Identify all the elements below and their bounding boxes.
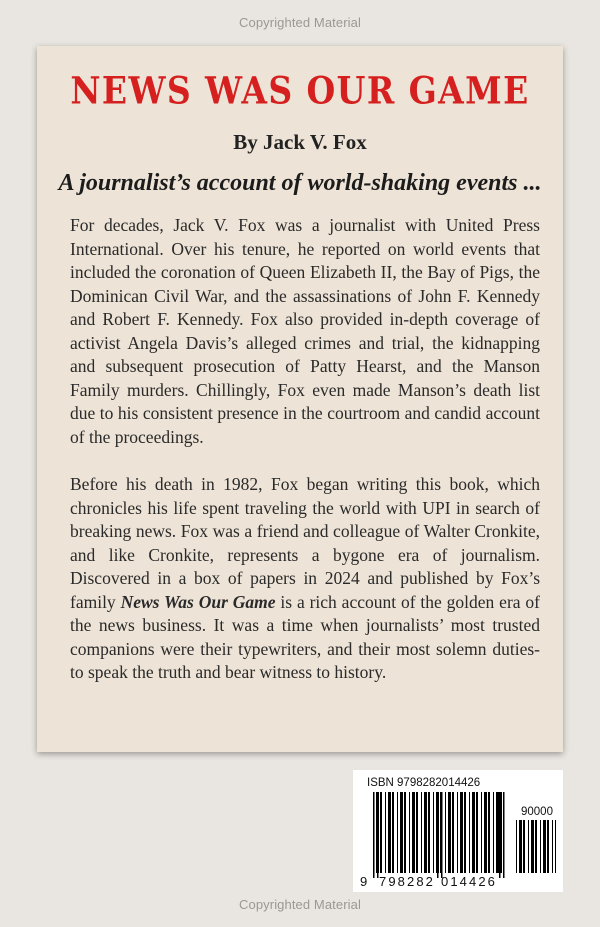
- barcode-bar: [543, 820, 546, 873]
- blurb-paragraph-1: For decades, Jack V. Fox was a journalist with United Press International. Over his tenure, he reported on world events that included the coronation of Queen Elizabeth II, the Bay of Pigs, the Dominican Civil War, and the assassinations of John F. Kennedy and Robert F. Kennedy. Fox also provided in-depth coverage of activist Angela Davis’s alleged crimes and trial, the kidnapping and subsequent prosecution of Patty Hearst, and the Manson Family murders. Chillingly, Fox even made Manson’s death list due to his consistent presence in the courtroom and candid account of the proceedings.: [70, 215, 540, 447]
- barcode-guard-bar: [441, 792, 443, 878]
- barcode-guard-bar: [437, 792, 439, 878]
- barcode-guard-bar: [377, 792, 379, 878]
- barcode-bar: [433, 792, 434, 873]
- barcode-bar: [464, 792, 466, 873]
- barcode-bar: [476, 792, 478, 873]
- blurb-paragraph-2-end: is a rich account of the golden era of the news business. It was a time when journalists’ most trusted companions were their typewriters, and their most solemn duties-to speak the truth and bear witness to history.: [70, 591, 540, 682]
- ean-first-digit: 9: [360, 874, 368, 889]
- barcode-guard-bar: [499, 792, 501, 878]
- author-byline: By Jack V. Fox: [233, 130, 367, 154]
- barcode-guard-bar: [373, 792, 375, 878]
- copyright-watermark-top: Copyrighted Material: [239, 15, 361, 30]
- barcode-bar: [412, 792, 415, 873]
- barcode-bar: [400, 792, 403, 873]
- barcode-bar: [388, 792, 391, 873]
- barcode-bar: [552, 820, 553, 873]
- barcode-bar: [404, 792, 406, 873]
- back-cover: [37, 46, 563, 752]
- barcode-bar: [409, 792, 410, 873]
- barcode-bar: [523, 820, 525, 873]
- isbn-label: ISBN 9798282014426: [367, 777, 481, 789]
- barcode-bar: [448, 792, 451, 873]
- blurb: [70, 214, 540, 685]
- barcode-bar: [531, 820, 534, 873]
- barcode-bar: [484, 792, 487, 873]
- barcode-bar: [516, 820, 517, 873]
- tagline: A journalist’s account of world-shaking events ...: [58, 170, 542, 196]
- barcode-bar: [452, 792, 454, 873]
- ean-right-digits: 014426: [441, 874, 497, 889]
- ean-left-digits: 798282: [379, 874, 435, 889]
- barcode-bar: [460, 792, 463, 873]
- barcode-bar: [528, 820, 529, 873]
- barcode-bar: [472, 792, 475, 873]
- blurb-paragraph-2: [70, 473, 540, 685]
- isbn-barcode-box: [353, 770, 563, 892]
- barcode-bar: [496, 792, 499, 873]
- barcode-bar: [445, 792, 446, 873]
- barcode-bar: [428, 792, 430, 873]
- copyright-watermark-bottom: Copyrighted Material: [239, 897, 361, 912]
- barcode-bar: [547, 820, 549, 873]
- barcode-bar: [519, 820, 522, 873]
- barcode-bar: [392, 792, 394, 873]
- barcode-guard-bar: [503, 792, 505, 878]
- barcode-bar: [385, 792, 386, 873]
- barcode-bar: [488, 792, 490, 873]
- barcode-bar: [380, 792, 382, 873]
- barcode-bar: [469, 792, 470, 873]
- barcode-bar: [540, 820, 541, 873]
- price-code: 90000: [521, 806, 553, 818]
- blurb-paragraph-2-start: Before his death in 1982, Fox began writing this book, which chronicles his life spent traveling the world with UPI in search of breaking news. Fox was a friend and colleague of Walter Cronkite, and like Cronkite, represents a bygone era of journalism. Discovered in a box of papers in 2024 and published by Fox’s family: [70, 474, 540, 612]
- book-title: NEWS WAS OUR GAME: [70, 68, 530, 113]
- book-title-inline: News Was Our Game: [120, 591, 276, 612]
- barcode-bar: [416, 792, 418, 873]
- barcode-bar: [457, 792, 458, 873]
- barcode-bar: [421, 792, 422, 873]
- barcode-bar: [555, 820, 556, 873]
- barcode-bar: [397, 792, 398, 873]
- barcode-bar: [535, 820, 537, 873]
- barcode-bar: [424, 792, 427, 873]
- barcode-bar: [493, 792, 494, 873]
- barcode-bar: [481, 792, 482, 873]
